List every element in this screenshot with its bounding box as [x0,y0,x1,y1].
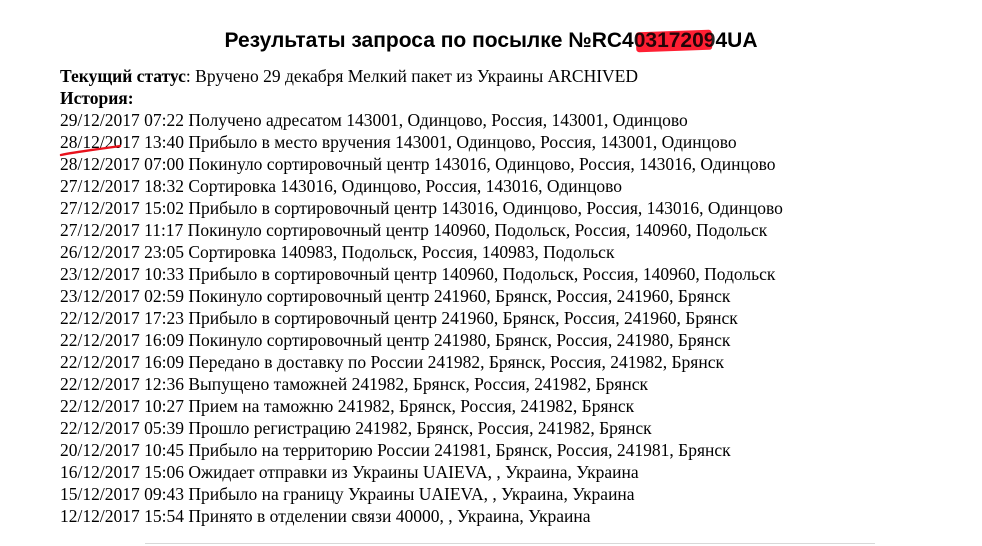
history-entry: 20/12/2017 10:45 Прибыло на территорию России 241981, Брянск, Россия, 241981, Брянск [60,440,731,460]
history-entry: 27/12/2017 18:32 Сортировка 143016, Одинцово, Россия, 143016, Одинцово [60,176,622,196]
page-title [0,27,982,55]
history-entry: 26/12/2017 23:05 Сортировка 140983, Подольск, Россия, 140983, Подольск [60,242,615,262]
history-entry: 29/12/2017 07:22 Получено адресатом 143001, Одинцово, Россия, 143001, Одинцово [60,110,688,130]
history-entry: 12/12/2017 15:54 Принято в отделении связи 40000, , Украина, Украина [60,506,591,526]
history-entry: 28/12/2017 13:40 Прибыло в место вручения 143001, Одинцово, Россия, 143001, Одинцово [60,132,737,152]
history-entry: 22/12/2017 17:23 Прибыло в сортировочный центр 241960, Брянск, Россия, 241960, Брянск [60,308,738,328]
history-entry: 23/12/2017 02:59 Покинуло сортировочный центр 241960, Брянск, Россия, 241960, Брянск [60,286,731,306]
history-entry: 22/12/2017 10:27 Прием на таможню 241982, Брянск, Россия, 241982, Брянск [60,396,635,416]
red-underline-annotation [59,137,123,161]
history-list [60,109,783,527]
history-label: История: [60,88,134,108]
redacted-tracking-number [634,27,716,55]
history-entry: 28/12/2017 07:00 Покинуло сортировочный центр 143016, Одинцово, Россия, 143016, Одинцово [60,154,776,174]
tracking-results [60,65,783,527]
history-entry: 27/12/2017 15:02 Прибыло в сортировочный центр 143016, Одинцово, Россия, 143016, Одинцово [60,198,783,218]
history-entry: 22/12/2017 05:39 Прошло регистрацию 241982, Брянск, Россия, 241982, Брянск [60,418,652,438]
current-status-line [60,65,783,87]
history-entry: 27/12/2017 11:17 Покинуло сортировочный центр 140960, Подольск, Россия, 140960, Подольск [60,220,768,240]
title-suffix: 4UA [715,29,758,52]
history-entry: 22/12/2017 16:09 Передано в доставку по России 241982, Брянск, Россия, 241982, Брянск [60,352,724,372]
current-status-separator: : [185,66,196,86]
current-status-value: Вручено 29 декабря Мелкий пакет из Украины ARCHIVED [195,66,639,86]
current-status-label: Текущий статус [60,66,186,86]
history-entry: 15/12/2017 09:43 Прибыло на границу Украины UAIEVA, , Украина, Украина [60,484,635,504]
history-entry: 23/12/2017 10:33 Прибыло в сортировочный центр 140960, Подольск, Россия, 140960, Подольск [60,264,776,284]
history-entry: 22/12/2017 12:36 Выпущено таможней 241982, Брянск, Россия, 241982, Брянск [60,374,648,394]
history-entry: 16/12/2017 15:06 Ожидает отправки из Украины UAIEVA, , Украина, Украина [60,462,639,482]
title-prefix: Результаты запроса по посылке №RC4 [224,29,634,52]
bottom-divider [145,543,875,544]
history-entry: 22/12/2017 16:09 Покинуло сортировочный центр 241980, Брянск, Россия, 241980, Брянск [60,330,731,350]
redacted-digits: 0317209 [633,29,716,52]
